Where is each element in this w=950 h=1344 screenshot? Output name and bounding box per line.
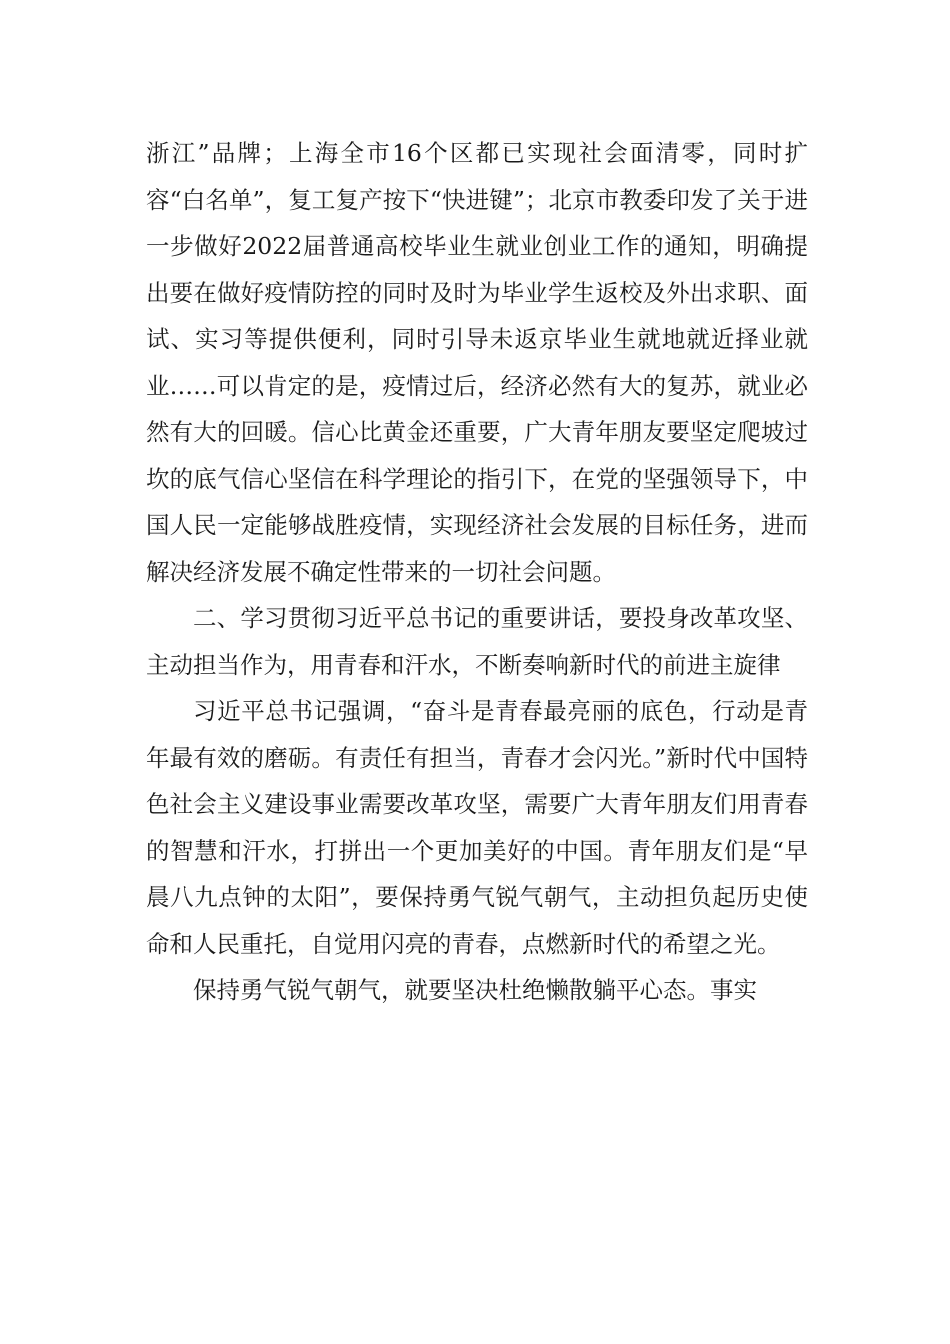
paragraph-continuation: 浙江”品牌；上海全市16个区都已实现社会面清零，同时扩容“白名单”，复工复产按下“快进键”；北京市教委印发了关于进一步做好2022届普通高校毕业生就业创业工作的通知，明确提出要在做好疫情防控的同时及时为毕业学生返校及外出求职、面试、实习等提供便利，同时引导未返京毕业生就地就近择业就业……可以肯定的是，疫情过后，经济必然有大的复苏，就业必然有大的回暖。信心比黄金还重要，广大青年朋友要坚定爬坡过坎的底气信心坚信在科学理论的指引下，在党的坚强领导下，中国人民一定能够战胜疫情，实现经济社会发展的目标任务，进而解决经济发展不确定性带来的一切社会问题。: [146, 139, 808, 586]
document-page: [146, 130, 808, 1014]
section-heading: 二、学习贯彻习近平总书记的重要讲话，要投身改革攻坚、主动担当作为，用青春和汗水，不断奏响新时代的前进主旋律: [146, 604, 808, 679]
paragraph-quote: 习近平总书记强调，“奋斗是青春最亮丽的底色，行动是青年最有效的磨砺。有责任有担当，青春才会闪光。”新时代中国特色社会主义建设事业需要改革攻坚，需要广大青年朋友们用青春的智慧和汗水，打拼出一个更加美好的中国。青年朋友们是“早晨八九点钟的太阳”，要保持勇气锐气朝气，主动担负起历史使命和人民重托，自觉用闪亮的青春，点燃新时代的希望之光。: [146, 697, 808, 958]
paragraph-last: 保持勇气锐气朝气，就要坚决杜绝懒散躺平心态。事实: [193, 976, 757, 1004]
